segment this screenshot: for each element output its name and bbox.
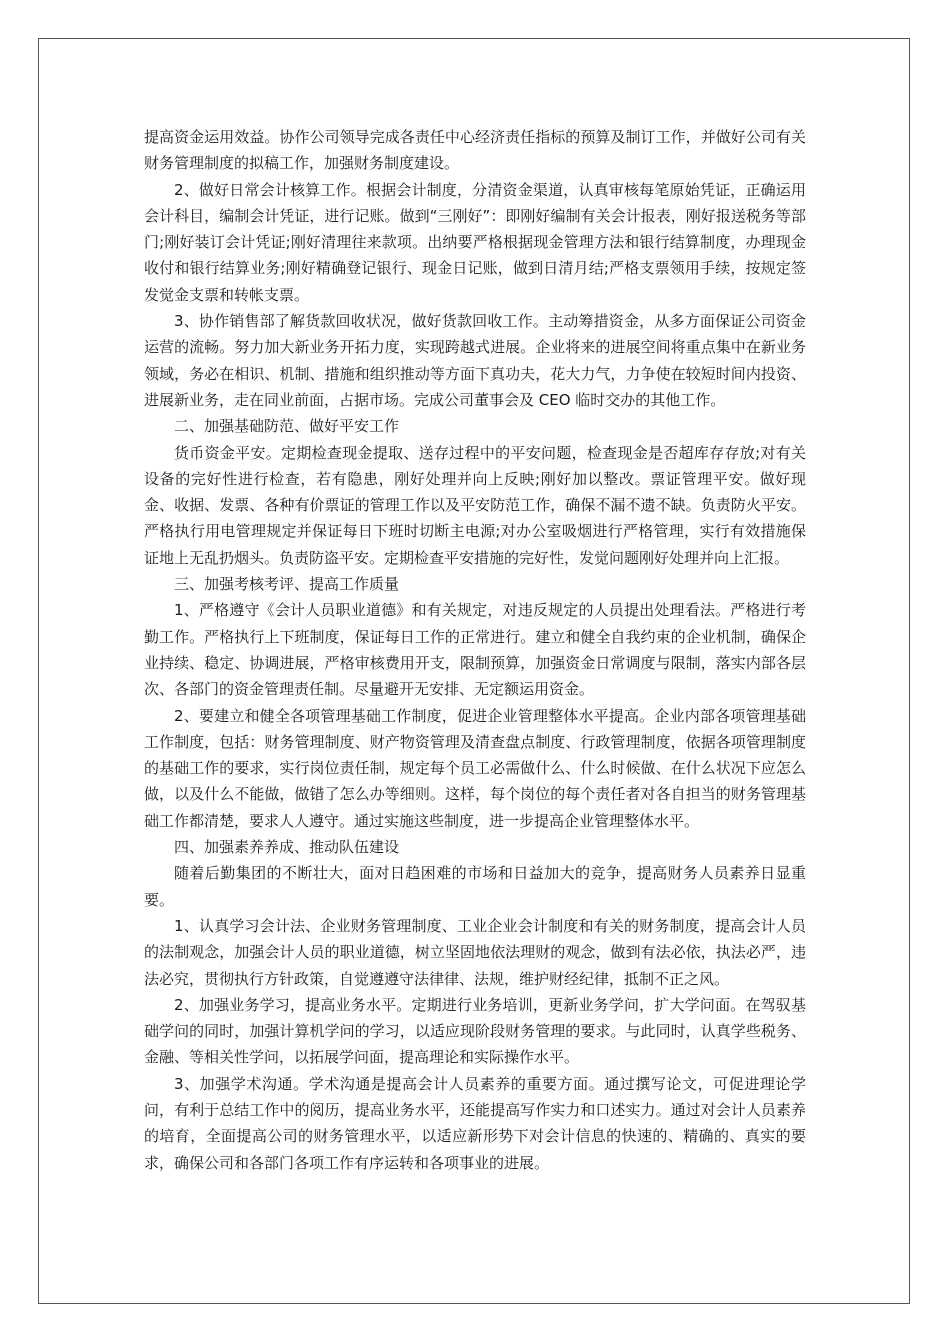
section-heading: 二、加强基础防范、做好平安工作 — [174, 417, 400, 436]
section-heading: 四、加强素养养成、推动队伍建设 — [174, 838, 400, 857]
paragraph: 2、加强业务学习，提高业务水平。定期进行业务培训，更新业务学问，扩大学问面。在驾驭基础学问的同时，加强计算机学问的学习，以适应现阶段财务管理的要求。与此同时，认真学些税务、金融、等相关性学问，以拓展学问面，提高理论和实际操作水平。 — [144, 995, 806, 1067]
paragraph: 3、加强学术沟通。学术沟通是提高会计人员素养的重要方面。通过撰写论文，可促进理论学问，有利于总结工作中的阅历，提高业务水平，还能提高写作实力和口述实力。通过对会计人员素养的培育，全面提高公司的财务管理水平，以适应新形势下对会计信息的快速的、精确的、真实的要求，确保公司和各部门各项工作有序运转和各项事业的进展。 — [144, 1074, 806, 1172]
section-heading: 三、加强考核考评、提高工作质量 — [174, 575, 400, 594]
paragraph: 3、协作销售部了解货款回收状况，做好货款回收工作。主动筹措资金，从多方面保证公司资金运营的流畅。努力加大新业务开拓力度，实现跨越式进展。企业将来的进展空间将重点集中在新业务领域，务必在相识、机制、措施和组织推动等方面下真功夫，花大力气，力争使在较短时间内投资、进展新业务，走在同业前面，占据市场。完成公司董事会及 CEO 临时交办的其他工作。 — [144, 312, 806, 409]
paragraph: 2、要建立和健全各项管理基础工作制度，促进企业管理整体水平提高。企业内部各项管理基础工作制度，包括：财务管理制度、财产物资管理及清查盘点制度、行政管理制度，依据各项管理制度的基础工作的要求，实行岗位责任制，规定每个员工必需做什么、什么时候做、在什么状况下应怎么做，以及什么不能做，做错了怎么办等细则。这样，每个岗位的每个责任者对各自担当的财务管理基础工作都清楚，要求人人遵守。通过实施这些制度，进一步提高企业管理整体水平。 — [144, 706, 806, 830]
paragraph: 提高资金运用效益。协作公司领导完成各责任中心经济责任指标的预算及制订工作，并做好公司有关财务管理制度的拟稿工作，加强财务制度建设。 — [144, 128, 806, 173]
paragraph: 2、做好日常会计核算工作。根据会计制度，分清资金渠道，认真审核每笔原始凭证，正确运用会计科目，编制会计凭证，进行记账。做到“三刚好”：即刚好编制有关会计报表，刚好报送税务等部门;刚好装订会计凭证;刚好清理往来款项。出纳要严格根据现金管理方法和银行结算制度，办理现金收付和银行结算业务;刚好精确登记银行、现金日记账，做到日清月结;严格支票领用手续，按规定签发觉金支票和转帐支票。 — [144, 180, 806, 304]
paragraph: 1、认真学习会计法、企业财务管理制度、工业企业会计制度和有关的财务制度，提高会计人员的法制观念，加强会计人员的职业道德，树立坚固地依法理财的观念，做到有法必依，执法必严，违法必究，贯彻执行方针政策，自觉遵遵守法律律、法规，维护财经纪律，抵制不正之风。 — [144, 916, 806, 988]
paragraph: 随着后勤集团的不断壮大，面对日趋困难的市场和日益加大的竞争，提高财务人员素养日显重要。 — [144, 864, 806, 909]
paragraph: 1、严格遵守《会计人员职业道德》和有关规定，对违反规定的人员提出处理看法。严格进行考勤工作。严格执行上下班制度，保证每日工作的正常进行。建立和健全自我约束的企业机制，确保企业持续、稳定、协调进展，严格审核费用开支，限制预算，加强资金日常调度与限制，落实内部各层次、各部门的资金管理责任制。尽量避开无安排、无定额运用资金。 — [144, 601, 806, 699]
paragraph: 货币资金平安。定期检查现金提取、送存过程中的平安问题，检查现金是否超库存存放;对有关设备的完好性进行检查，若有隐患，刚好处理并向上反映;刚好加以整改。票证管理平安。做好现金、收据、发票、各种有价票证的管理工作以及平安防范工作，确保不漏不遗不缺。负责防火平安。严格执行用电管理规定并保证每日下班时切断主电源;对办公室吸烟进行严格管理，实行有效措施保证地上无乱扔烟头。负责防盗平安。定期检查平安措施的完好性，发觉问题刚好处理并向上汇报。 — [144, 443, 806, 567]
document-body — [144, 124, 806, 1176]
